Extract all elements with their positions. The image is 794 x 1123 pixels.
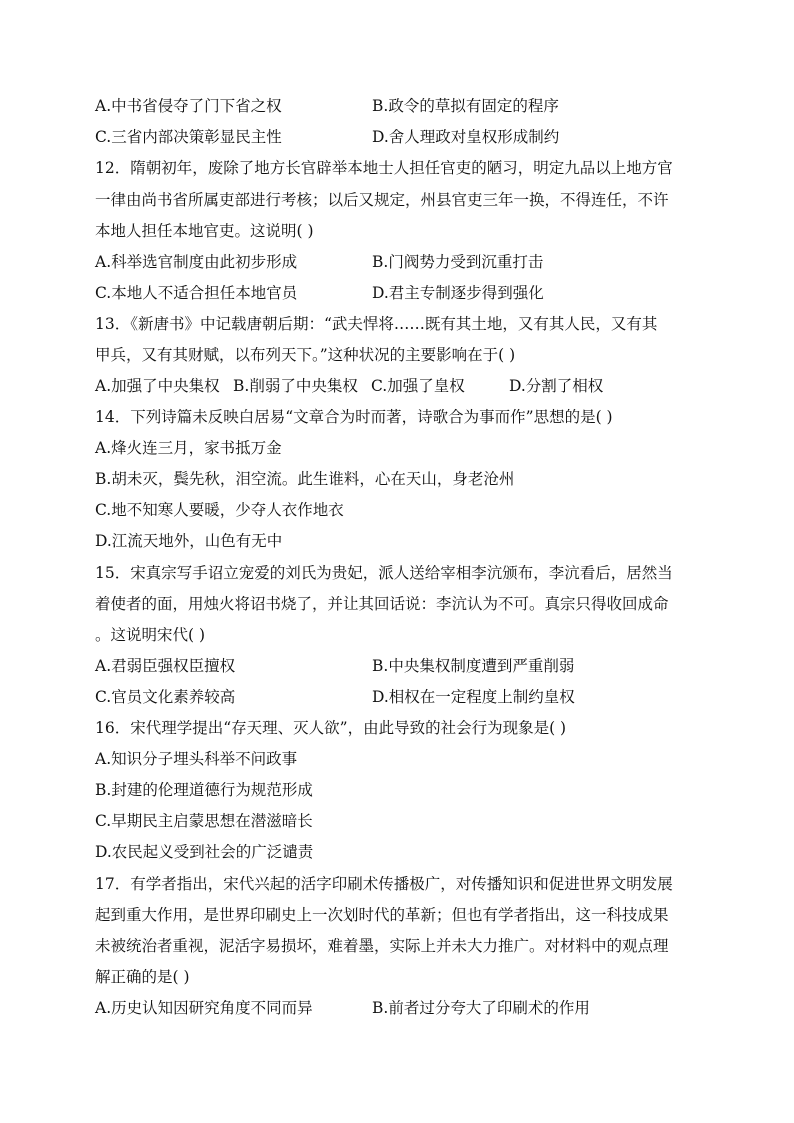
- q13-stem-line1: 13．《新唐书》中记载唐朝后期：“武夫悍将……既有其土地，又有其人民，又有其: [95, 315, 658, 333]
- q17-option-b: B.前者过分夸大了印刷术的作用: [372, 999, 590, 1017]
- q13-option-b: B.削弱了中央集权: [233, 377, 358, 395]
- q13-option-c: C.加强了皇权: [371, 377, 465, 395]
- q11-options-row1: [95, 96, 700, 116]
- q17-stem-line1: 17．有学者指出，宋代兴起的活字印刷术传播极广，对传播知识和促进世界文明发展: [95, 875, 673, 893]
- q16-stem-line1: 16．宋代理学提出“存天理、灭人欲”，由此导致的社会行为现象是( ): [95, 719, 567, 737]
- q16-option-b: B.封建的伦理道德行为规范形成: [95, 781, 313, 799]
- q15-options-row1: [95, 656, 700, 676]
- q11-option-a: A.中书省侵夺了门下省之权: [95, 97, 282, 115]
- q16-option-c: C.早期民主启蒙思想在潜滋暗长: [95, 812, 313, 830]
- q13-stem-line2: 甲兵，又有其财赋，以布列天下。”这种状况的主要影响在于( ): [95, 346, 516, 364]
- q13-option-a: A.加强了中央集权: [95, 377, 220, 395]
- q12-options-row1: [95, 252, 700, 272]
- q15-option-b: B.中央集权制度遭到严重削弱: [372, 657, 575, 675]
- q11-option-c: C.三省内部决策彰显民主性: [95, 128, 282, 146]
- q15-option-c: C.官员文化素养较高: [95, 688, 236, 706]
- q11-option-b: B.政令的草拟有固定的程序: [372, 97, 559, 115]
- q17-stem-line3: 未被统治者重视，泥活字易损坏，难着墨，实际上并未大力推广。对材料中的观点理: [95, 937, 669, 955]
- q12-options-row2: [95, 283, 700, 303]
- q14-option-a: A.烽火连三月，家书抵万金: [95, 439, 282, 457]
- q15-stem-line3: 。这说明宋代( ): [95, 626, 206, 644]
- q17-option-a: A.历史认知因研究角度不同而异: [95, 999, 313, 1017]
- q12-option-a: A.科举选官制度由此初步形成: [95, 253, 298, 271]
- q12-stem-line1: 12．隋朝初年，废除了地方长官辟举本地士人担任官吏的陋习，明定九品以上地方官: [95, 159, 673, 177]
- q17-stem-line4: 解正确的是( ): [95, 968, 190, 986]
- q12-option-b: B.门阀势力受到沉重打击: [372, 253, 544, 271]
- q13-options-row: [95, 376, 700, 396]
- q15-options-row2: [95, 687, 700, 707]
- q15-stem-line1: 15．宋真宗写手诏立宠爱的刘氏为贵妃，派人送给宰相李沆颁布，李沆看后，居然当: [95, 564, 673, 582]
- q15-option-a: A.君弱臣强权臣擅权: [95, 657, 236, 675]
- q12-stem-line2: 一律由尚书省所属吏部进行考核；以后又规定，州县官吏三年一换，不得连任，不许: [95, 191, 669, 209]
- q12-option-c: C.本地人不适合担任本地官员: [95, 284, 298, 302]
- q16-option-a: A.知识分子埋头科举不问政事: [95, 750, 298, 768]
- q11-option-d: D.舍人理政对皇权形成制约: [372, 128, 560, 146]
- q12-option-d: D.君主专制逐步得到强化: [372, 284, 544, 302]
- q12-stem-line3: 本地人担任本地官吏。这说明( ): [95, 222, 314, 240]
- q14-option-d: D.江流天地外，山色有无中: [95, 532, 283, 550]
- q15-option-d: D.相权在一定程度上制约皇权: [372, 688, 575, 706]
- q17-options-row1: [95, 998, 700, 1018]
- q16-option-d: D.农民起义受到社会的广泛谴责: [95, 843, 314, 861]
- q15-stem-line2: 着使者的面，用烛火将诏书烧了，并让其回话说：李沆认为不可。真宗只得收回成命: [95, 595, 669, 613]
- q14-option-b: B.胡未灭，鬓先秋，泪空流。此生谁料，心在天山，身老沧州: [95, 470, 515, 488]
- q14-stem-line1: 14．下列诗篇未反映白居易“文章合为时而著，诗歌合为事而作”思想的是( ): [95, 408, 613, 426]
- q13-option-d: D.分割了相权: [509, 377, 604, 395]
- q17-stem-line2: 起到重大作用，是世界印刷史上一次划时代的革新；但也有学者指出，这一科技成果: [95, 906, 669, 924]
- q14-option-c: C.地不知寒人要暖，少夺人衣作地衣: [95, 501, 344, 519]
- q11-options-row2: [95, 127, 700, 147]
